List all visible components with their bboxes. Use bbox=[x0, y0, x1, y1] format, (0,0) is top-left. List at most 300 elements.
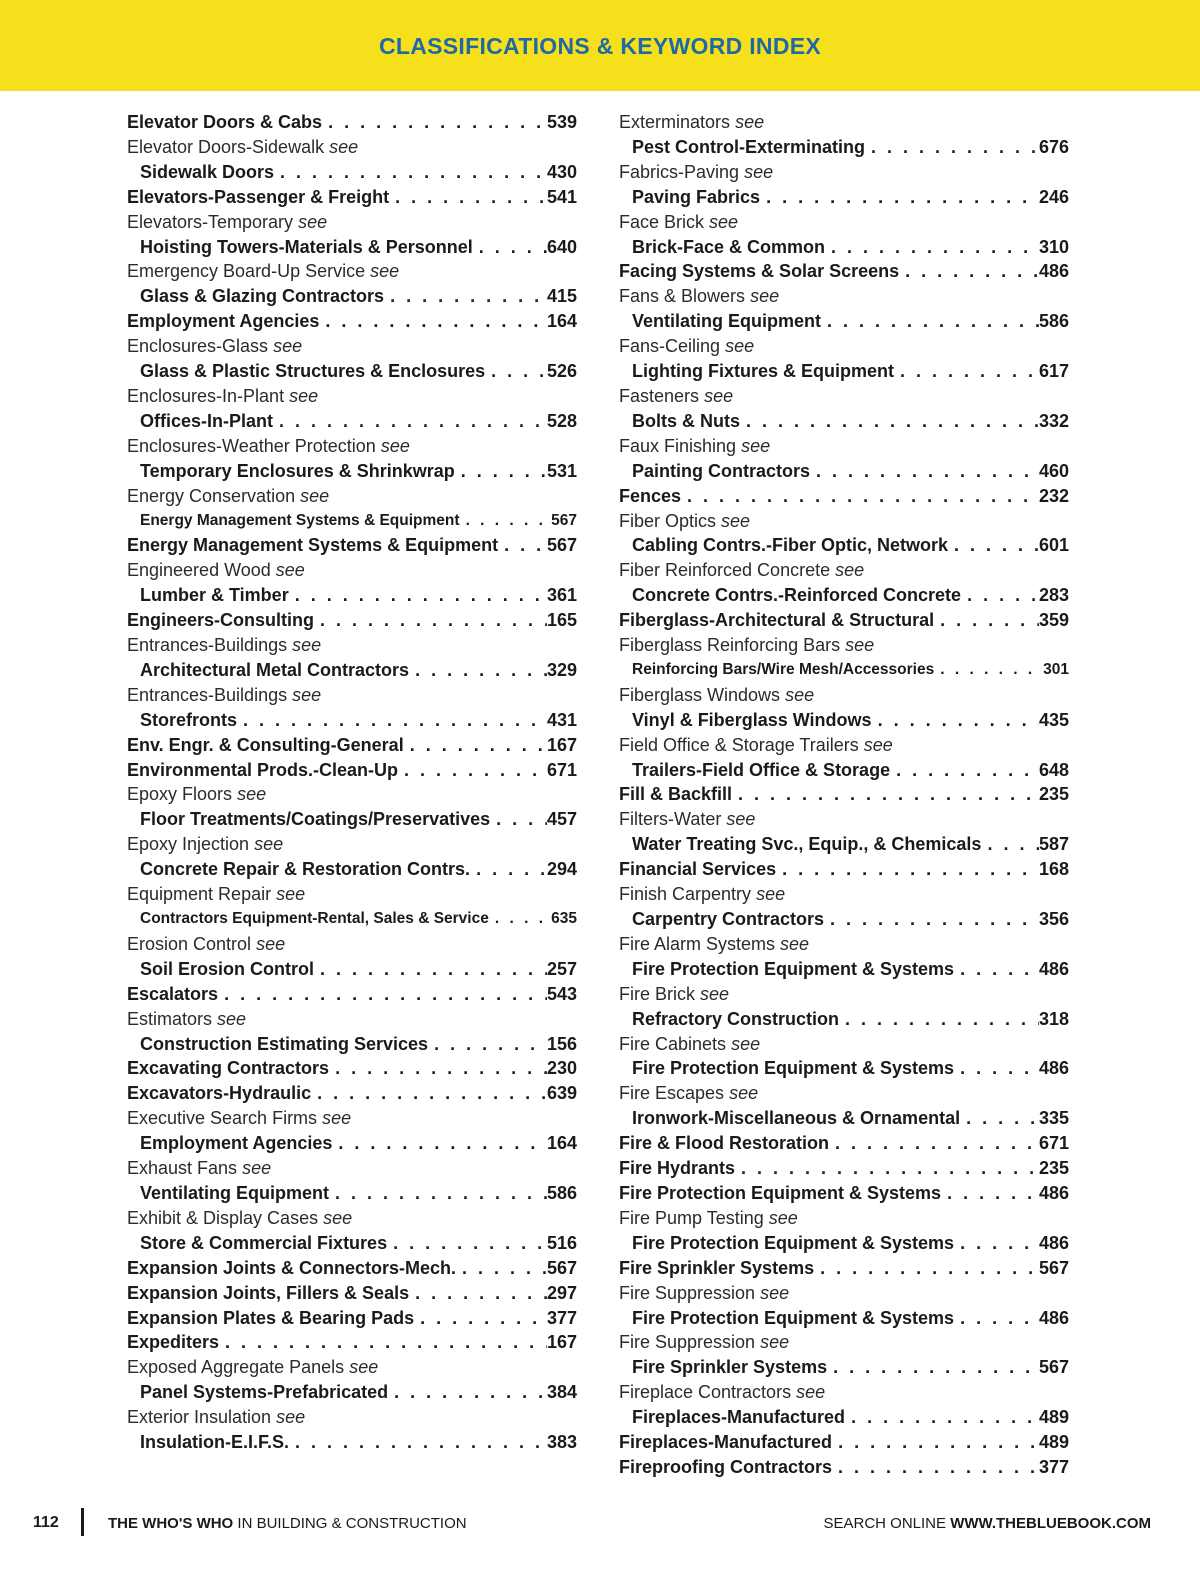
see-label: see bbox=[370, 261, 400, 282]
leader-dots bbox=[824, 907, 1039, 932]
index-subentry bbox=[619, 309, 1069, 334]
leader-dots bbox=[890, 758, 1039, 783]
leader-dots bbox=[314, 608, 547, 633]
entry-text: Excavators-Hydraulic bbox=[127, 1083, 312, 1104]
entry-page-number: 335 bbox=[1038, 1108, 1069, 1129]
entry-page-number: 297 bbox=[546, 1282, 577, 1303]
entry-text: Insulation-E.I.F.S. bbox=[140, 1432, 290, 1453]
search-online-label: SEARCH ONLINE bbox=[823, 1515, 951, 1532]
entry-text: Fire Protection Equipment & Systems bbox=[632, 1232, 955, 1253]
entry-text: Exterminators bbox=[619, 112, 731, 132]
entry-page-number: 539 bbox=[546, 112, 577, 132]
leader-dots bbox=[489, 907, 551, 932]
index-subentry bbox=[127, 160, 577, 185]
index-subentry bbox=[127, 359, 577, 384]
index-see-reference bbox=[619, 882, 1069, 907]
index-header-bar bbox=[0, 0, 1200, 91]
see-label: see bbox=[292, 635, 322, 656]
index-subentry bbox=[619, 1106, 1069, 1131]
index-subentry bbox=[619, 1306, 1069, 1331]
entry-page-number: 164 bbox=[546, 311, 577, 332]
leader-dots bbox=[941, 1181, 1039, 1206]
see-label: see bbox=[242, 1158, 272, 1179]
entry-text: Paving Fabrics bbox=[632, 186, 761, 207]
index-entry bbox=[619, 1256, 1069, 1281]
leader-dots bbox=[329, 1181, 547, 1206]
publication-name bbox=[108, 1515, 467, 1532]
index-see-reference bbox=[127, 932, 577, 957]
index-entry bbox=[619, 1181, 1069, 1206]
leader-dots bbox=[845, 1405, 1039, 1430]
entry-page-number: 383 bbox=[546, 1432, 577, 1453]
see-label: see bbox=[322, 1108, 352, 1129]
index-see-reference bbox=[127, 782, 577, 807]
entry-text: Fire Protection Equipment & Systems bbox=[632, 1307, 955, 1328]
index-subentry bbox=[127, 409, 577, 434]
entry-text: Fire Sprinkler Systems bbox=[619, 1257, 815, 1278]
leader-dots bbox=[954, 1306, 1039, 1331]
see-label: see bbox=[700, 983, 730, 1004]
leader-dots bbox=[388, 1380, 547, 1405]
index-column-left bbox=[127, 110, 577, 1455]
index-entry bbox=[127, 533, 577, 558]
see-label: see bbox=[329, 136, 359, 157]
entry-page-number: 329 bbox=[546, 659, 577, 680]
entry-text: Concrete Contrs.-Reinforced Concrete bbox=[632, 585, 962, 606]
leader-dots bbox=[428, 1032, 547, 1057]
index-subentry bbox=[619, 583, 1069, 608]
entry-text: Fire Suppression bbox=[619, 1282, 756, 1303]
leader-dots bbox=[332, 1131, 547, 1156]
leader-dots bbox=[398, 758, 547, 783]
index-subentry bbox=[619, 1231, 1069, 1256]
entry-text: Fences bbox=[619, 485, 682, 506]
entry-text: Escalators bbox=[127, 983, 219, 1004]
index-see-reference bbox=[619, 1206, 1069, 1231]
entry-page-number: 377 bbox=[546, 1307, 577, 1328]
entry-page-number: 435 bbox=[1038, 709, 1069, 730]
leader-dots bbox=[832, 1455, 1039, 1480]
see-label: see bbox=[741, 435, 771, 456]
index-see-reference bbox=[127, 1156, 577, 1181]
index-see-reference bbox=[619, 1032, 1069, 1057]
footer-divider bbox=[81, 1508, 84, 1536]
leader-dots bbox=[404, 733, 547, 758]
index-see-reference bbox=[127, 1405, 577, 1430]
leader-dots bbox=[899, 259, 1039, 284]
entry-text: Fire Protection Equipment & Systems bbox=[632, 958, 955, 979]
index-see-reference bbox=[619, 1330, 1069, 1355]
see-label: see bbox=[349, 1357, 379, 1378]
entry-page-number: 457 bbox=[546, 809, 577, 830]
entry-page-number: 489 bbox=[1038, 1407, 1069, 1428]
entry-text: Hoisting Towers-Materials & Personnel bbox=[140, 236, 473, 257]
entry-text: Painting Contractors bbox=[632, 460, 811, 481]
entry-page-number: 567 bbox=[1038, 1357, 1069, 1378]
leader-dots bbox=[865, 135, 1039, 160]
leader-dots bbox=[329, 1056, 547, 1081]
index-subentry bbox=[619, 235, 1069, 260]
entry-text: Engineers-Consulting bbox=[127, 610, 315, 631]
leader-dots bbox=[470, 857, 547, 882]
entry-page-number: 541 bbox=[546, 186, 577, 207]
entry-page-number: 567 bbox=[551, 511, 577, 529]
leader-dots bbox=[473, 235, 547, 260]
entry-page-number: 235 bbox=[1038, 784, 1069, 805]
see-label: see bbox=[254, 834, 284, 855]
entry-text: Temporary Enclosures & Shrinkwrap bbox=[140, 460, 455, 481]
index-entry bbox=[619, 1156, 1069, 1181]
entry-text: Exposed Aggregate Panels bbox=[127, 1357, 345, 1378]
entry-text: Fiber Reinforced Concrete bbox=[619, 560, 831, 581]
entry-text: Reinforcing Bars/Wire Mesh/Accessories bbox=[632, 660, 935, 678]
entry-page-number: 486 bbox=[1038, 1232, 1069, 1253]
entry-text: Fire Alarm Systems bbox=[619, 933, 776, 954]
index-subentry bbox=[127, 1131, 577, 1156]
see-label: see bbox=[760, 1282, 790, 1303]
index-entry bbox=[619, 484, 1069, 509]
entry-page-number: 235 bbox=[1038, 1158, 1069, 1179]
entry-page-number: 361 bbox=[546, 585, 577, 606]
entry-page-number: 617 bbox=[1038, 361, 1069, 382]
index-subentry bbox=[619, 907, 1069, 932]
entry-page-number: 640 bbox=[546, 236, 577, 257]
entry-text: Emergency Board-Up Service bbox=[127, 261, 366, 282]
entry-text: Exterior Insulation bbox=[127, 1407, 272, 1428]
entry-page-number: 165 bbox=[546, 610, 577, 631]
index-subentry bbox=[619, 1056, 1069, 1081]
index-see-reference bbox=[127, 633, 577, 658]
entry-page-number: 164 bbox=[546, 1133, 577, 1154]
index-subentry bbox=[127, 235, 577, 260]
entry-page-number: 648 bbox=[1038, 759, 1069, 780]
leader-dots bbox=[740, 409, 1039, 434]
see-label: see bbox=[276, 1407, 306, 1428]
leader-dots bbox=[735, 1156, 1039, 1181]
index-entry bbox=[127, 1281, 577, 1306]
entry-text: Field Office & Storage Trailers bbox=[619, 734, 859, 755]
see-label: see bbox=[275, 560, 305, 581]
see-label: see bbox=[835, 560, 865, 581]
see-label: see bbox=[750, 286, 780, 307]
entry-text: Architectural Metal Contractors bbox=[140, 659, 410, 680]
leader-dots bbox=[322, 110, 547, 135]
index-see-reference bbox=[619, 558, 1069, 583]
entry-page-number: 543 bbox=[546, 983, 577, 1004]
entry-page-number: 359 bbox=[1038, 610, 1069, 631]
entry-page-number: 567 bbox=[1038, 1257, 1069, 1278]
leader-dots bbox=[456, 1256, 547, 1281]
index-see-reference bbox=[127, 135, 577, 160]
entry-text: Contractors Equipment-Rental, Sales & Service bbox=[140, 910, 489, 927]
entry-text: Fire Hydrants bbox=[619, 1158, 736, 1179]
leader-dots bbox=[832, 1430, 1039, 1455]
entry-text: Vinyl & Fiberglass Windows bbox=[632, 709, 872, 730]
index-subentry bbox=[127, 708, 577, 733]
entry-text: Fans & Blowers bbox=[619, 286, 746, 307]
index-entry bbox=[127, 1306, 577, 1331]
entry-text: Glass & Glazing Contractors bbox=[140, 286, 385, 307]
index-entry bbox=[127, 1081, 577, 1106]
entry-text: Employment Agencies bbox=[127, 311, 320, 332]
entry-text: Fire Brick bbox=[619, 983, 695, 1004]
entry-text: Pest Control-Exterminating bbox=[632, 136, 866, 157]
entry-text: Fire Cabinets bbox=[619, 1033, 727, 1054]
entry-page-number: 294 bbox=[546, 859, 577, 880]
entry-page-number: 486 bbox=[1038, 1182, 1069, 1203]
entry-text: Epoxy Floors bbox=[127, 784, 233, 805]
index-entry bbox=[127, 758, 577, 783]
index-subentry bbox=[619, 1007, 1069, 1032]
leader-dots bbox=[839, 1007, 1039, 1032]
entry-text: Erosion Control bbox=[127, 933, 252, 954]
index-see-reference bbox=[127, 259, 577, 284]
entry-text: Elevator Doors & Cabs bbox=[127, 112, 323, 132]
entry-page-number: 486 bbox=[1038, 261, 1069, 282]
index-subentry bbox=[619, 708, 1069, 733]
index-subentry bbox=[619, 957, 1069, 982]
entry-text: Financial Services bbox=[619, 859, 777, 880]
entry-text: Enclosures-Weather Protection bbox=[127, 435, 376, 456]
leader-dots bbox=[274, 160, 547, 185]
leader-dots bbox=[954, 1231, 1039, 1256]
see-label: see bbox=[276, 884, 306, 905]
index-subentry bbox=[619, 185, 1069, 210]
index-subentry bbox=[127, 857, 577, 882]
entry-text: Employment Agencies bbox=[140, 1133, 333, 1154]
entry-text: Construction Estimating Services bbox=[140, 1033, 429, 1054]
entry-text: Equipment Repair bbox=[127, 884, 272, 905]
entry-page-number: 486 bbox=[1038, 1307, 1069, 1328]
index-see-reference bbox=[127, 1355, 577, 1380]
index-entry bbox=[619, 259, 1069, 284]
entry-text: Fiberglass Windows bbox=[619, 684, 781, 705]
index-see-reference bbox=[619, 334, 1069, 359]
see-label: see bbox=[709, 211, 739, 232]
entry-text: Finish Carpentry bbox=[619, 884, 752, 905]
leader-dots bbox=[961, 583, 1039, 608]
entry-text: Filters-Water bbox=[619, 809, 722, 830]
entry-text: Floor Treatments/Coatings/Preservatives bbox=[140, 809, 491, 830]
entry-text: Elevator Doors-Sidewalk bbox=[127, 136, 325, 157]
leader-dots bbox=[894, 359, 1039, 384]
entry-text: Fireplaces-Manufactured bbox=[632, 1407, 846, 1428]
entry-text: Fasteners bbox=[619, 385, 700, 406]
entry-text: Expansion Plates & Bearing Pads bbox=[127, 1307, 415, 1328]
see-label: see bbox=[729, 1083, 759, 1104]
entry-text: Epoxy Injection bbox=[127, 834, 250, 855]
entry-text: Faux Finishing bbox=[619, 435, 737, 456]
entry-text: Carpentry Contractors bbox=[632, 909, 825, 929]
index-see-reference bbox=[127, 1007, 577, 1032]
index-see-reference bbox=[619, 683, 1069, 708]
entry-page-number: 168 bbox=[1038, 859, 1069, 880]
index-entry bbox=[619, 1131, 1069, 1156]
entry-page-number: 230 bbox=[546, 1058, 577, 1079]
entry-text: Entrances-Buildings bbox=[127, 684, 288, 705]
website-url[interactable]: WWW.THEBLUEBOOK.COM bbox=[950, 1515, 1151, 1532]
leader-dots bbox=[814, 1256, 1039, 1281]
entry-text: Environmental Prods.-Clean-Up bbox=[127, 759, 399, 780]
index-subentry bbox=[127, 1181, 577, 1206]
entry-page-number: 531 bbox=[546, 460, 577, 481]
entry-page-number: 567 bbox=[546, 535, 577, 556]
see-label: see bbox=[756, 884, 786, 905]
leader-dots bbox=[455, 459, 547, 484]
leader-dots bbox=[389, 185, 547, 210]
index-subentry bbox=[127, 1380, 577, 1405]
index-column-right bbox=[619, 110, 1069, 1480]
entry-text: Elevators-Passenger & Freight bbox=[127, 186, 390, 207]
see-label: see bbox=[785, 684, 815, 705]
index-subentry bbox=[127, 1430, 577, 1455]
entry-text: Store & Commercial Fixtures bbox=[140, 1232, 388, 1253]
leader-dots bbox=[289, 1430, 547, 1455]
index-entry bbox=[127, 1330, 577, 1355]
entry-text: Face Brick bbox=[619, 211, 705, 232]
entry-page-number: 671 bbox=[546, 759, 577, 780]
index-subentry bbox=[619, 135, 1069, 160]
index-see-reference bbox=[619, 160, 1069, 185]
entry-text: Refractory Construction bbox=[632, 1008, 840, 1029]
leader-dots bbox=[314, 957, 547, 982]
see-label: see bbox=[760, 1332, 790, 1353]
leader-dots bbox=[237, 708, 547, 733]
leader-dots bbox=[409, 1281, 547, 1306]
page-title: CLASSIFICATIONS & KEYWORD INDEX bbox=[378, 33, 822, 59]
entry-text: Exhaust Fans bbox=[127, 1158, 238, 1179]
entry-page-number: 601 bbox=[1038, 535, 1069, 556]
index-subentry bbox=[127, 509, 577, 534]
leader-dots bbox=[387, 1231, 547, 1256]
entry-page-number: 318 bbox=[1038, 1008, 1069, 1029]
page-number: 112 bbox=[33, 1514, 59, 1531]
entry-page-number: 301 bbox=[1043, 660, 1069, 678]
entry-text: Trailers-Field Office & Storage bbox=[632, 759, 891, 780]
entry-page-number: 460 bbox=[1038, 460, 1069, 481]
index-see-reference bbox=[619, 434, 1069, 459]
index-see-reference bbox=[127, 384, 577, 409]
leader-dots bbox=[273, 409, 547, 434]
leader-dots bbox=[825, 235, 1039, 260]
entry-text: Lighting Fixtures & Equipment bbox=[632, 361, 894, 382]
entry-text: Panel Systems-Prefabricated bbox=[140, 1382, 389, 1403]
entry-page-number: 167 bbox=[546, 1332, 577, 1353]
leader-dots bbox=[954, 1056, 1039, 1081]
entry-page-number: 639 bbox=[546, 1083, 577, 1104]
entry-text: Glass & Plastic Structures & Enclosures bbox=[140, 361, 486, 382]
entry-page-number: 310 bbox=[1038, 236, 1069, 257]
index-subentry bbox=[127, 459, 577, 484]
entry-text: Fabrics-Paving bbox=[619, 161, 740, 182]
entry-text: Cabling Contrs.-Fiber Optic, Network bbox=[632, 535, 949, 556]
leader-dots bbox=[960, 1106, 1039, 1131]
leader-dots bbox=[732, 782, 1039, 807]
entry-page-number: 528 bbox=[546, 410, 577, 431]
see-label: see bbox=[289, 385, 319, 406]
entry-text: Facing Systems & Solar Screens bbox=[619, 261, 900, 282]
index-subentry bbox=[127, 583, 577, 608]
entry-page-number: 283 bbox=[1038, 585, 1069, 606]
leader-dots bbox=[289, 583, 547, 608]
index-entry bbox=[619, 782, 1069, 807]
index-entry bbox=[127, 733, 577, 758]
see-label: see bbox=[217, 1008, 247, 1029]
see-label: see bbox=[298, 211, 328, 232]
leader-dots bbox=[954, 957, 1039, 982]
index-subentry bbox=[619, 758, 1069, 783]
entry-page-number: 486 bbox=[1038, 1058, 1069, 1079]
entry-text: Excavating Contractors bbox=[127, 1058, 330, 1079]
index-entry bbox=[127, 309, 577, 334]
see-label: see bbox=[768, 1207, 798, 1228]
index-see-reference bbox=[619, 509, 1069, 534]
search-online-link[interactable] bbox=[823, 1515, 1151, 1532]
entry-text: Engineered Wood bbox=[127, 560, 271, 581]
entry-text: Fire Pump Testing bbox=[619, 1207, 764, 1228]
entry-text: Fiber Optics bbox=[619, 510, 717, 531]
leader-dots bbox=[872, 708, 1039, 733]
entry-page-number: 356 bbox=[1038, 909, 1069, 929]
entry-text: Fire Suppression bbox=[619, 1332, 756, 1353]
index-subentry bbox=[127, 957, 577, 982]
entry-text: Fire Escapes bbox=[619, 1083, 725, 1104]
leader-dots bbox=[821, 309, 1039, 334]
entry-text: Energy Management Systems & Equipment bbox=[140, 511, 460, 529]
entry-text: Storefronts bbox=[140, 709, 238, 730]
leader-dots bbox=[485, 359, 547, 384]
index-see-reference bbox=[619, 384, 1069, 409]
entry-page-number: 489 bbox=[1038, 1432, 1069, 1453]
entry-text: Entrances-Buildings bbox=[127, 635, 288, 656]
see-label: see bbox=[273, 336, 303, 357]
leader-dots bbox=[948, 533, 1039, 558]
index-see-reference bbox=[619, 932, 1069, 957]
entry-page-number: 430 bbox=[546, 161, 577, 182]
entry-page-number: 257 bbox=[546, 958, 577, 979]
index-entry bbox=[127, 982, 577, 1007]
entry-text: Fire & Flood Restoration bbox=[619, 1133, 830, 1154]
index-see-reference bbox=[619, 110, 1069, 135]
entry-text: Fans-Ceiling bbox=[619, 336, 721, 357]
entry-page-number: 635 bbox=[551, 910, 577, 927]
leader-dots bbox=[490, 807, 547, 832]
index-entry bbox=[619, 857, 1069, 882]
entry-text: Fiberglass-Architectural & Structural bbox=[619, 610, 935, 631]
index-see-reference bbox=[127, 210, 577, 235]
index-entry bbox=[127, 185, 577, 210]
index-see-reference bbox=[127, 434, 577, 459]
leader-dots bbox=[384, 284, 547, 309]
index-subentry bbox=[127, 807, 577, 832]
entry-text: Expansion Joints, Fillers & Seals bbox=[127, 1282, 410, 1303]
entry-page-number: 587 bbox=[1038, 834, 1069, 855]
entry-text: Fire Protection Equipment & Systems bbox=[619, 1182, 942, 1203]
leader-dots bbox=[760, 185, 1039, 210]
entry-text: Expediters bbox=[127, 1332, 220, 1353]
entry-text: Concrete Repair & Restoration Contrs. bbox=[140, 859, 471, 880]
leader-dots bbox=[218, 982, 547, 1007]
index-see-reference bbox=[619, 982, 1069, 1007]
entry-page-number: 431 bbox=[546, 709, 577, 730]
see-label: see bbox=[726, 809, 756, 830]
index-see-reference bbox=[127, 1206, 577, 1231]
leader-dots bbox=[414, 1306, 547, 1331]
see-label: see bbox=[863, 734, 893, 755]
index-subentry bbox=[619, 359, 1069, 384]
index-see-reference bbox=[619, 733, 1069, 758]
leader-dots bbox=[219, 1330, 547, 1355]
